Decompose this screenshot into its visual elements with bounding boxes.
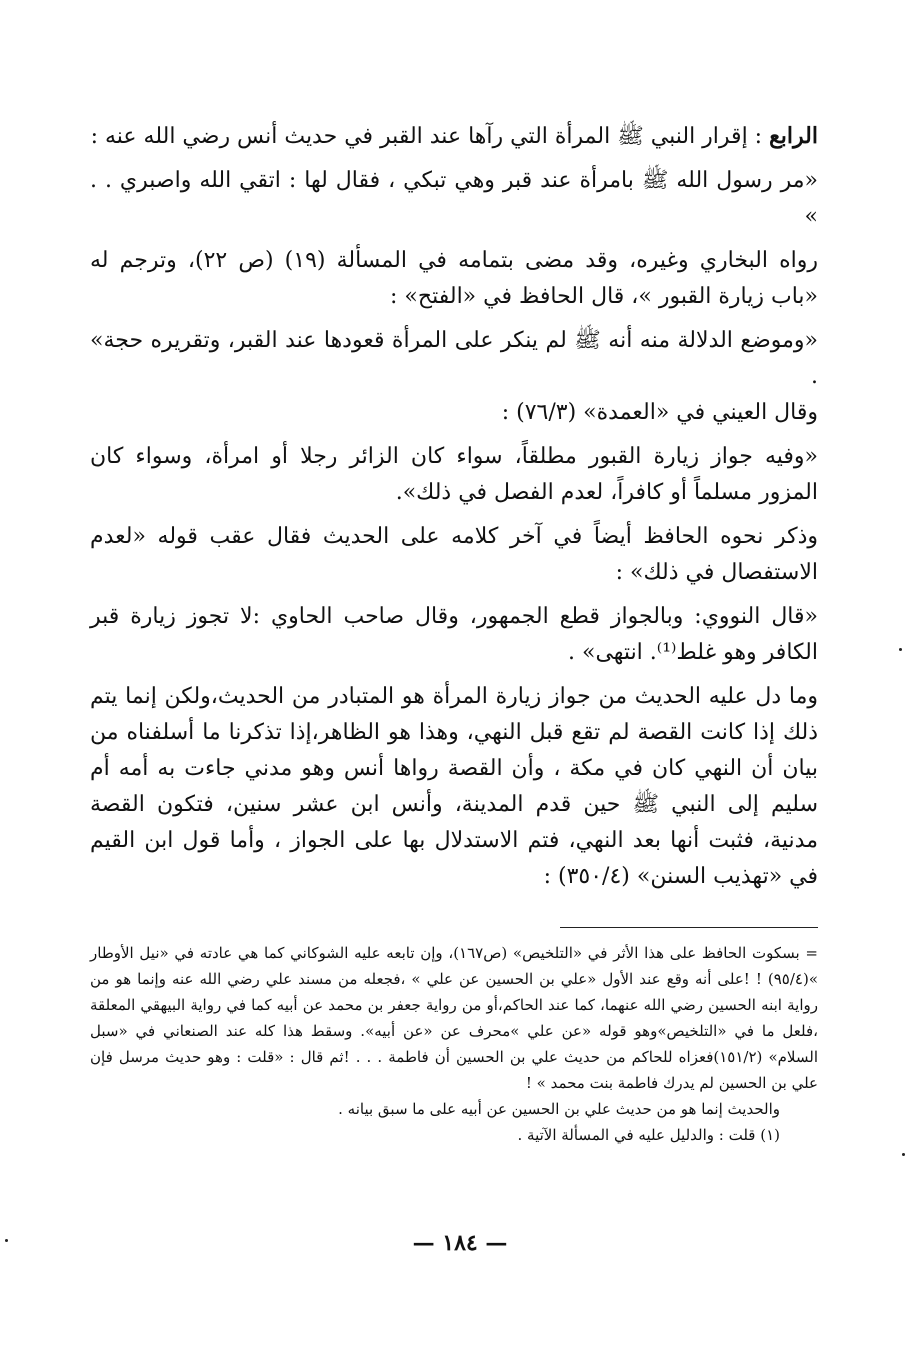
aini-intro: وقال العيني في «العمدة» (٧٦/٣) : — [501, 400, 818, 425]
paragraph-hafiz-mention: وذكر نحوه الحافظ أيضاً في آخر كلامه على الحديث فقال عقب قوله «لعدم الاستفصال في ذلك» : — [90, 524, 818, 585]
nawawi-quote: «قال النووي: وبالجواز قطع الجمهور، وقال صاحب الحاوي :لا تجوز زيارة قبر الكافر وهو غلط⁽¹⁾. انتهى» . — [90, 604, 818, 665]
scan-speck — [899, 648, 902, 651]
paragraph-text: : إقرار النبي ﷺ المرأة التي رآها عند القبر في حديث أنس رضي الله عنه : — [90, 124, 763, 149]
footnote-continued: = بسكوت الحافظ على هذا الأثر في «التلخيص» (ص١٦٧)، وإن تابعه عليه الشوكاني كما هي عادته في «نيل الأوطار »(٩٥/٤) ! !على أنه وقع عند الأول «علي بن الحسين عن علي » ،فجعله من مسند علي رضي الله عنه وإنما هو من رواية ابنه الحسين رضي الله عنهما، كما عند الحاكم،أو من رواية جعفر بن محمد عن أبيه كما في رواية البيهقي المعلقة ،فلعل ما في «التلخيص»وهو قوله «عن علي »محرف عن «عن أبيه». وسقط هذا كله عند الصنعاني في «سبل السلام» (١٥١/٢)فعزاه للحاكم من حديث علي بن الحسين أن فاطمة . . . !ثم قال : «قلت : وهو حديث مرسل فإن علي بن الحسين لم يدرك فاطمة بنت محمد » ! — [90, 944, 819, 1092]
section-lead-word: الرابع — [769, 123, 818, 149]
paragraph-narration: رواه البخاري وغيره، وقد مضى بتمامه في المسألة (١٩) (ص ٢٢)، وترجم له «باب زيارة القبور »، قال الحافظ في «الفتح» : — [90, 248, 819, 309]
aini-quote: «وفيه جواز زيارة القبور مطلقاً، سواء كان الزائر رجلا أو امرأة، وسواء كان المزور مسلماً أو كافراً، لعدم الفصل في ذلك». — [90, 444, 818, 505]
scan-speck — [902, 1153, 905, 1156]
scan-speck — [5, 1239, 8, 1242]
hafiz-quote: «وموضع الدلالة منه أنه ﷺ لم ينكر على المرأة قعودها عند القبر، وتقريره حجة» . — [90, 328, 818, 389]
footnotes — [90, 940, 818, 1148]
footnote-continued-end: والحديث إنما هو من حديث علي بن الحسين عن أبيه على ما سبق بيانه . — [338, 1100, 780, 1118]
main-text — [90, 118, 818, 903]
footnote-1: (١) قلت : والدليل عليه في المسألة الآتية . — [517, 1126, 780, 1144]
hadith-quote: «مر رسول الله ﷺ بامرأة عند قبر وهي تبكي ، فقال لها : اتقي الله واصبري . . » — [90, 168, 818, 229]
paragraph-discussion: وما دل عليه الحديث من جواز زيارة المرأة هو المتبادر من الحديث،ولكن إنما يتم ذلك إذا كانت القصة لم تقع قبل النهي، وهذا هو الظاهر،إذا تذكرنا ما أسلفناه من بيان أن النهي كان في مكة ، وأن القصة رواها أنس وهو مدني جاءت به أمه أم سليم إلى النبي ﷺ حين قدم المدينة، وأنس ابن عشر سنين، فتكون القصة مدنية، فثبت أنها بعد النهي، فتم الاستدلال بها على الجواز ، وأما قول ابن القيم في «تهذيب السنن» (٣٥٠/٤) : — [90, 684, 818, 889]
footnote-separator — [560, 927, 818, 928]
page-number: — ١٨٤ — — [412, 1230, 508, 1256]
paragraph-fourth-evidence — [90, 118, 818, 155]
